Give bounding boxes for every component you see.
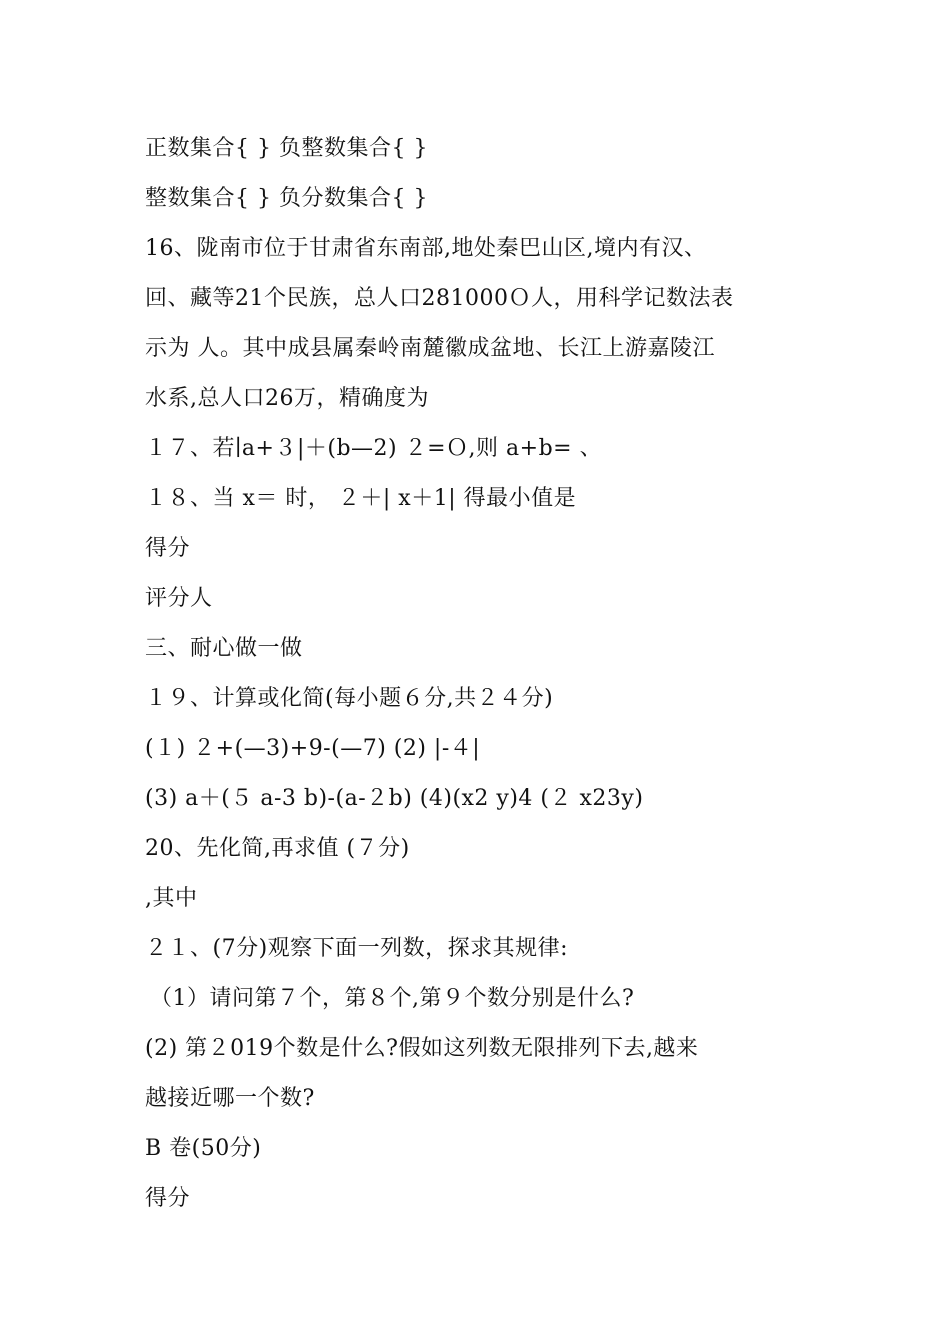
text-line-question-21-part-1: （1）请问第７个，第８个,第９个数分别是什么? — [150, 986, 635, 1011]
text-line-integer-set: 整数集合{ } 负分数集合{ } — [145, 186, 428, 211]
text-line-question-16-cont-3: 水系,总人口26万，精确度为 — [145, 386, 429, 411]
text-line-question-21-part-2-cont: 越接近哪一个数? — [145, 1086, 315, 1111]
text-line-question-19: １９、计算或化简(每小题６分,共２４分) — [145, 686, 554, 711]
section-heading-b: B 卷(50分) — [145, 1136, 262, 1161]
text-line-question-19-parts-3-4: (3) a＋(５ a-3 b)-(a-２b) (4)(x2 y)4 (２ x23y) — [145, 786, 644, 811]
text-line-question-17: １７、若∣a+３|＋(b—2) ２=Ｏ,则 a+b= 、 — [145, 436, 603, 461]
text-line-grader: 评分人 — [145, 586, 213, 611]
text-line-question-20: 20、先化简,再求值 (７分) — [145, 836, 410, 861]
text-line-question-16-cont-1: 回、藏等21个民族，总人口281000Ｏ人，用科学记数法表 — [145, 286, 734, 311]
text-line-question-16-cont-2: 示为 人。其中成县属秦岭南麓徽成盆地、长江上游嘉陵江 — [145, 336, 715, 361]
section-heading-3: 三、耐心做一做 — [145, 636, 303, 661]
text-line-score: 得分 — [145, 536, 191, 561]
text-line-question-19-parts-1-2: (１) ２+(—3)+9-(—7) (2) |-４| — [145, 736, 481, 761]
text-line-score-b: 得分 — [145, 1186, 191, 1211]
text-line-positive-set: 正数集合{ } 负整数集合{ } — [145, 136, 428, 161]
text-line-question-20-where: ,其中 — [145, 886, 198, 911]
text-line-question-21: ２１、(7分)观察下面一列数，探求其规律: — [145, 936, 569, 961]
text-line-question-21-part-2: (2) 第２019个数是什么?假如这列数无限排列下去,越来 — [145, 1036, 699, 1061]
text-line-question-18: １８、当 x＝ 时， ２＋| x＋1| 得最小值是 — [145, 486, 577, 511]
text-line-question-16: 16、陇南市位于甘肃省东南部,地处秦巴山区,境内有汉、 — [145, 236, 707, 261]
